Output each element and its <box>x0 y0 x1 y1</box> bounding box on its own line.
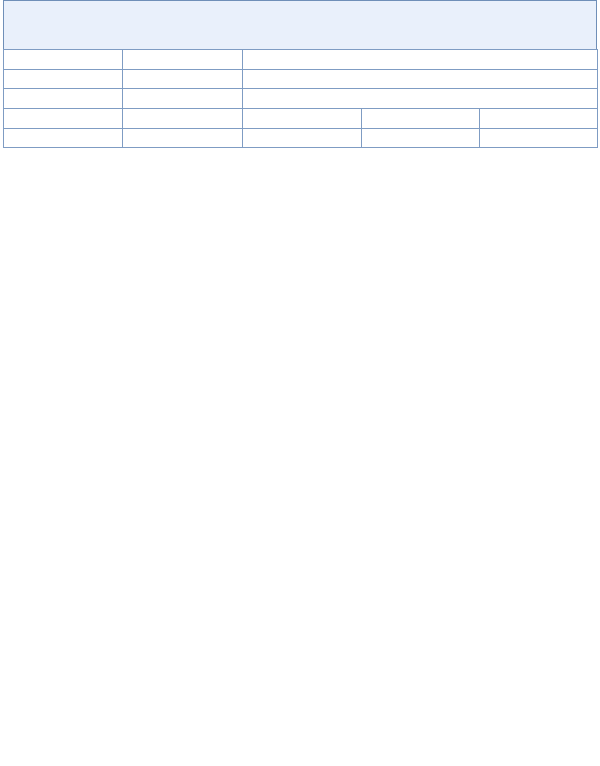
header-mbl-tr <box>243 50 598 70</box>
header-unit-grade-1960 <box>362 128 480 148</box>
sheet-title <box>3 0 597 49</box>
header-unit-diameter <box>4 128 123 148</box>
header-unit-grade-2160 <box>480 128 598 148</box>
header-grade-1770 <box>243 108 362 128</box>
header-row-turkish <box>4 50 598 70</box>
header-weight-en <box>123 69 243 89</box>
blank-cell <box>123 89 243 109</box>
header-grade-1960 <box>362 108 480 128</box>
header-row-grades <box>4 108 598 128</box>
header-diameter-en <box>4 69 123 89</box>
header-row-units <box>4 128 598 148</box>
spec-sheet <box>3 0 597 148</box>
header-grade-2160 <box>480 108 598 128</box>
header-unit-weight <box>123 128 243 148</box>
header-mbl-en <box>243 69 598 89</box>
breaking-load-table <box>3 49 598 148</box>
blank-cell <box>4 89 123 109</box>
blank-cell <box>123 108 243 128</box>
header-unit-grade-1770 <box>243 128 362 148</box>
header-row-load-unit <box>4 89 598 109</box>
header-load-unit <box>243 89 598 109</box>
blank-cell <box>4 108 123 128</box>
header-diameter-tr <box>4 50 123 70</box>
header-weight-tr <box>123 50 243 70</box>
header-row-english <box>4 69 598 89</box>
